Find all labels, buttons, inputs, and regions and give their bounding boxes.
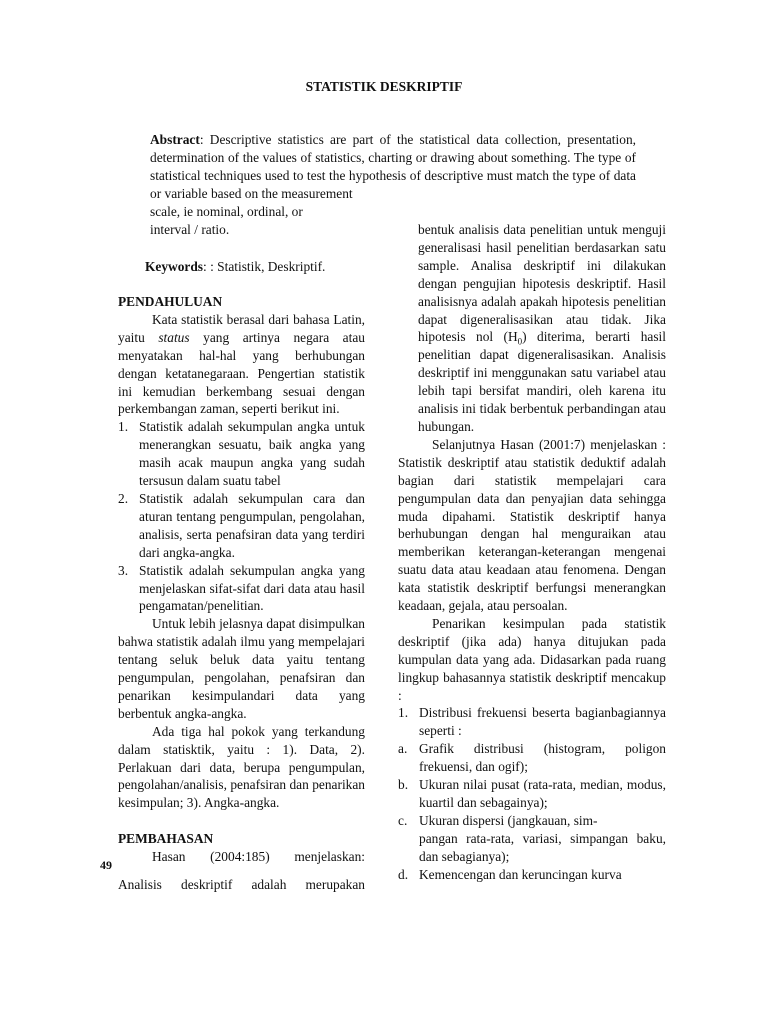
list-number: 2. bbox=[118, 490, 129, 506]
list-letter: c. bbox=[398, 812, 408, 828]
indented-text-a: bentuk analisis data penelitian untuk menguji generalisasi hasil penelitian berdasarkan satu sample. Analisa deskriptif ini dilakukan dengan pengujian hipotesis deskriptif. Hasil analisisnya adalah apakah hipotesis penelitian dapat digeneralisasikan atau tidak. Jika hipotesis nol (H bbox=[418, 222, 666, 345]
abstract-label: Abstract bbox=[150, 132, 200, 147]
list-letter: a. bbox=[398, 741, 408, 757]
paper-title: STATISTIK DESKRIPTIF bbox=[305, 79, 463, 94]
abstract-paragraph bbox=[150, 131, 636, 203]
list-item bbox=[118, 562, 365, 616]
page-number: 49 bbox=[100, 858, 112, 872]
intro-italic-word: status bbox=[158, 329, 190, 345]
intro-paragraph bbox=[118, 311, 365, 418]
list-text: Statistik adalah sekumpulan cara dan aturan tentang pengumpulan, pengolahan, analisis, serta penafsiran data yang terdiri dari angka-angka. bbox=[139, 490, 365, 560]
keywords-text: : : Statistik, Deskriptif. bbox=[203, 259, 326, 274]
paragraph: Untuk lebih jelasnya dapat disimpulkan bahwa statistik adalah ilmu yang mempelajari tentang seluk beluk data yaitu tentang pengumpulan, pengolahan, penafsiran dan penarikan kesimpulandari data yang berbentuk angka-angka. bbox=[118, 616, 365, 721]
list-text: Statistik adalah sekumpulan angka yang menjelaskan sifat-sifat dari data atau hasil pengamatan/penelitian. bbox=[139, 562, 365, 614]
list-item-continuation bbox=[398, 830, 666, 866]
left-column bbox=[118, 293, 365, 866]
paragraph: Ada tiga hal pokok yang terkandung dalam statisktik, yaitu : 1). Data, 2). Perlakuan dari data, berupa pengumpulan, pengolahan/analisis, penafsiran dan penarikan kesimpulan; 3). Angka-angka. bbox=[118, 723, 365, 811]
list-text: Ukuran dispersi (jangkauan, sim- bbox=[419, 812, 598, 828]
heading-pembahasan: PEMBAHASAN bbox=[118, 831, 214, 847]
list-text: Statistik adalah sekumpulan angka untuk menerangkan sesuatu, baik angka yang masih acak maupun angka yang sudah tersusun dalam suatu tabel bbox=[139, 419, 365, 489]
list-text: Ukuran nilai pusat (rata-rata, median, modus, kuartil dan sebagainya); bbox=[419, 777, 666, 810]
list-item bbox=[398, 776, 666, 812]
list-item bbox=[118, 490, 365, 562]
subscript: 0 bbox=[517, 337, 523, 348]
list-text: pangan rata-rata, variasi, simpangan baku, dan sebagianya); bbox=[419, 830, 666, 864]
list-item bbox=[118, 418, 365, 490]
keywords-line bbox=[145, 258, 325, 276]
intro-text-a: Kata statistik berasal dari bahasa Latin, yaitu bbox=[118, 311, 365, 345]
list-item bbox=[398, 704, 666, 740]
list-text: Kemencengan dan keruncingan kurva bbox=[419, 866, 622, 882]
list-number: 1. bbox=[118, 419, 129, 435]
list-item bbox=[398, 866, 666, 884]
list-number: 1. bbox=[398, 705, 409, 721]
intro-text-b: yang artinya negara atau menyatakan hal-hal yang berhubungan dengan ketatanegaraan. Pengertian statistik ini kemudian berkembang sesuai dengan perkembangan zaman, seperti berikut ini. bbox=[118, 329, 365, 417]
indented-text-b: ) diterima, berarti hasil penelitian dapat digeneralisasikan. Analisis deskriptif ini menggunakan satu variabel atau lebih tapi bersifat mandiri, oleh karena itu analisis ini tidak berbentuk perbandingan atau hubungan. bbox=[418, 329, 666, 434]
list-item bbox=[398, 812, 666, 830]
heading-pendahuluan: PENDAHULUAN bbox=[118, 294, 223, 309]
paragraph: Selanjutnya Hasan (2001:7) menjelaskan : Statistik deskriptif atau statistik deduktif adalah bagian dari statistik mempelajari cara pengumpulan data dan penyajian data sehingga muda dipahami. Statistik deskriptif hanya berhubungan dengan hal menguraikan atau memberikan keterangan-keterangan mengenai suatu data atau keadaan atau fenomena. Dengan kata statistik deskriptif berfungsi menerangkan keadaan, gejala, atau persoalan. bbox=[398, 436, 666, 614]
list-letter: d. bbox=[398, 866, 409, 882]
list-text: Grafik distribusi (histogram, poligon frekuensi, dan ogif); bbox=[419, 741, 666, 775]
paragraph: Penarikan kesimpulan pada statistik deskriptif (jika ada) hanya ditujukan pada kumpulan data yang ada. Didasarkan pada ruang lingkup bahasannya statistik deskriptif mencakup : bbox=[398, 615, 666, 703]
right-column bbox=[398, 221, 666, 884]
abstract-line-3: interval / ratio. bbox=[150, 221, 230, 237]
list-item bbox=[398, 740, 666, 776]
keywords-label: Keywords bbox=[145, 259, 204, 274]
paragraph-last-line: Analisis deskriptif adalah merupakan bbox=[118, 877, 365, 892]
abstract-text: : Descriptive statistics are part of the statistical data collection, presentation, determination of the values of statistics, charting or drawing about something. The type of statistical techniques used to test the hypothesis of descriptive must match the type of data or variable based on the measurement bbox=[150, 132, 636, 201]
indented-paragraph bbox=[398, 221, 666, 436]
list-letter: b. bbox=[398, 777, 409, 793]
list-text: Distribusi frekuensi beserta bagianbagiannya seperti : bbox=[419, 705, 666, 739]
abstract-line-2: scale, ie nominal, ordinal, or bbox=[150, 203, 303, 219]
paragraph: Hasan (2004:185) menjelaskan: bbox=[152, 849, 365, 865]
list-number: 3. bbox=[118, 562, 129, 578]
